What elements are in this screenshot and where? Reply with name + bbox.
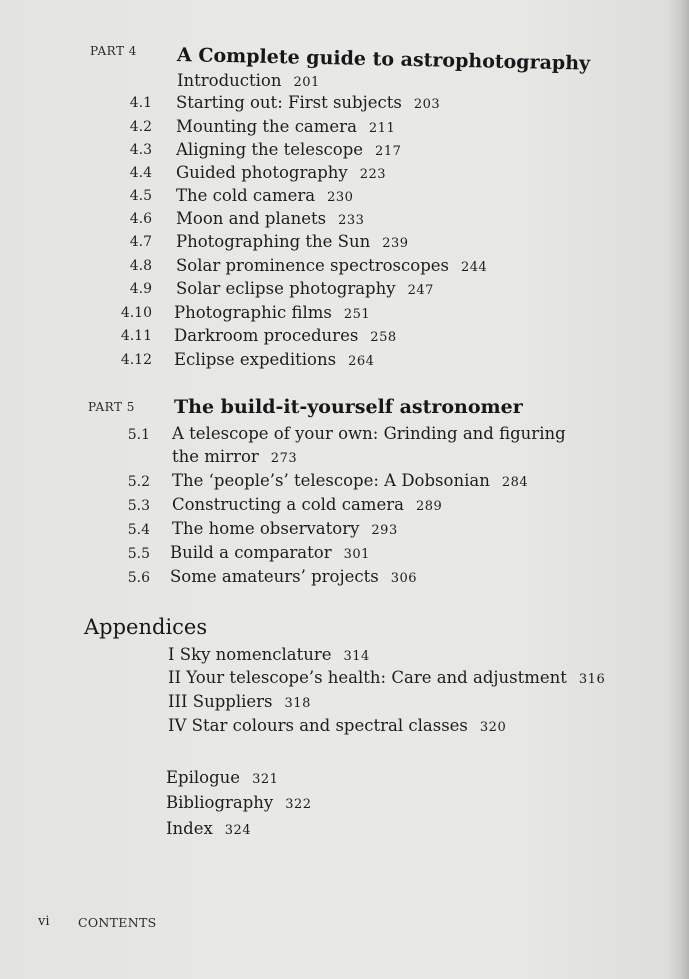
entry-page: 284 — [501, 475, 529, 490]
entry-number: 4.5 — [129, 188, 152, 204]
entry-title: Mounting the camera — [176, 117, 357, 136]
entry-title: Eclipse expeditions — [174, 350, 337, 369]
entry-title: Photographic films — [174, 303, 332, 322]
entry-page: 306 — [390, 571, 418, 586]
toc-entry[interactable] — [170, 543, 370, 562]
entry-number: 5.2 — [127, 474, 150, 490]
entry-number: 4.1 — [129, 95, 152, 111]
entry-page: 320 — [479, 720, 507, 735]
toc-entry[interactable] — [172, 495, 442, 514]
entry-title: Build a comparator — [170, 543, 332, 562]
entry-page: 239 — [382, 236, 409, 251]
entry-number: 4.7 — [129, 234, 152, 250]
part-4-title: A Complete guide to astrophotography — [176, 44, 591, 75]
entry-title: A telescope of your own: Grinding and figuring — [172, 424, 566, 443]
entry-title: Constructing a cold camera — [172, 495, 404, 514]
part-5-label: PART 5 — [88, 400, 135, 414]
toc-entry[interactable] — [168, 692, 311, 711]
toc-entry-continued[interactable] — [172, 447, 297, 466]
entry-title: Aligning the telescope — [176, 140, 364, 159]
entry-page: 289 — [415, 499, 443, 514]
toc-entry[interactable] — [176, 93, 440, 112]
entry-title: The ‘people’s’ telescope: A Dobsonian — [172, 471, 490, 490]
entry-number: 5.4 — [127, 522, 150, 538]
entry-page: 251 — [343, 307, 371, 322]
part-5-title: The build-it-yourself astronomer — [174, 396, 523, 418]
entry-title: Epilogue — [166, 768, 241, 787]
toc-entry[interactable] — [168, 668, 605, 687]
entry-page: 301 — [343, 547, 370, 562]
entry-page: 217 — [375, 144, 402, 159]
entry-title: Moon and planets — [176, 209, 327, 228]
entry-page: 273 — [270, 451, 298, 466]
entry-number: 4.3 — [129, 142, 152, 158]
entry-page: 247 — [407, 283, 434, 298]
entry-page: 258 — [370, 330, 397, 345]
toc-entry[interactable] — [168, 645, 370, 664]
entry-title: Solar eclipse photography — [176, 279, 396, 298]
entry-page: 233 — [338, 213, 365, 228]
toc-entry[interactable] — [170, 567, 417, 586]
entry-title: Index — [166, 819, 213, 838]
entry-title: Photographing the Sun — [176, 232, 371, 251]
entry-page: 293 — [371, 523, 398, 538]
entry-page: 203 — [413, 97, 441, 112]
toc-entry-introduction[interactable] — [177, 71, 320, 90]
entry-number: 4.8 — [129, 258, 152, 274]
toc-entry[interactable] — [166, 768, 278, 787]
entry-number: 5.1 — [127, 427, 150, 443]
toc-entry[interactable] — [176, 256, 487, 275]
toc-entry[interactable] — [176, 163, 386, 182]
entry-number: 4.4 — [129, 165, 152, 181]
toc-entry[interactable] — [166, 819, 251, 838]
entry-title: Guided photography — [176, 163, 348, 182]
entry-title-continued: the mirror — [172, 447, 259, 466]
entry-number: 4.2 — [129, 119, 152, 135]
entry-page: 321 — [252, 772, 279, 787]
entry-page: 230 — [327, 190, 354, 205]
entry-title: The home observatory — [172, 519, 360, 538]
toc-entry[interactable] — [172, 424, 566, 443]
entry-title: Introduction — [177, 71, 282, 90]
entry-page: 211 — [368, 121, 396, 136]
entry-title: II Your telescope’s health: Care and adjustment — [168, 668, 567, 687]
entry-title: The cold camera — [176, 186, 316, 205]
toc-entry[interactable] — [176, 186, 353, 205]
entry-page: 318 — [284, 696, 311, 711]
entry-number: 5.6 — [127, 570, 150, 586]
entry-title: Darkroom procedures — [174, 326, 359, 345]
entry-number: 4.11 — [120, 328, 152, 344]
entry-page: 314 — [343, 649, 370, 664]
entry-page: 244 — [460, 260, 488, 275]
entry-title: Bibliography — [166, 793, 274, 812]
entry-number: 4.6 — [129, 211, 152, 227]
appendices-title: Appendices — [84, 615, 208, 639]
entry-title: IV Star colours and spectral classes — [168, 716, 468, 735]
entry-title: Starting out: First subjects — [176, 93, 402, 112]
entry-page: 223 — [359, 167, 387, 182]
toc-entry[interactable] — [166, 793, 312, 812]
entry-page: 322 — [285, 797, 312, 812]
toc-entry[interactable] — [172, 471, 528, 490]
entry-page: 201 — [293, 75, 320, 90]
toc-entry[interactable] — [174, 350, 374, 369]
toc-entry[interactable] — [176, 209, 364, 228]
entry-page: 324 — [224, 823, 252, 838]
toc-entry[interactable] — [168, 716, 506, 735]
toc-entry[interactable] — [174, 303, 370, 322]
part-4-label: PART 4 — [90, 44, 137, 58]
toc-entry[interactable] — [176, 117, 395, 136]
entry-number: 5.5 — [127, 546, 150, 562]
toc-entry[interactable] — [176, 232, 409, 251]
entry-number: 4.9 — [129, 281, 152, 297]
entry-page: 264 — [348, 354, 375, 369]
entry-number: 4.10 — [120, 305, 152, 321]
footer-running-head: CONTENTS — [78, 915, 157, 930]
entry-title: III Suppliers — [168, 692, 273, 711]
toc-entry[interactable] — [176, 140, 401, 159]
entry-page: 316 — [578, 672, 606, 687]
entry-title: I Sky nomenclature — [168, 645, 332, 664]
entry-number: 5.3 — [127, 498, 150, 514]
toc-entry[interactable] — [172, 519, 398, 538]
toc-entry[interactable] — [176, 279, 434, 298]
entry-title: Solar prominence spectroscopes — [176, 256, 449, 275]
footer-page-number: vi — [38, 914, 50, 929]
entry-number: 4.12 — [120, 352, 152, 368]
toc-entry[interactable] — [174, 326, 397, 345]
entry-title: Some amateurs’ projects — [170, 567, 379, 586]
